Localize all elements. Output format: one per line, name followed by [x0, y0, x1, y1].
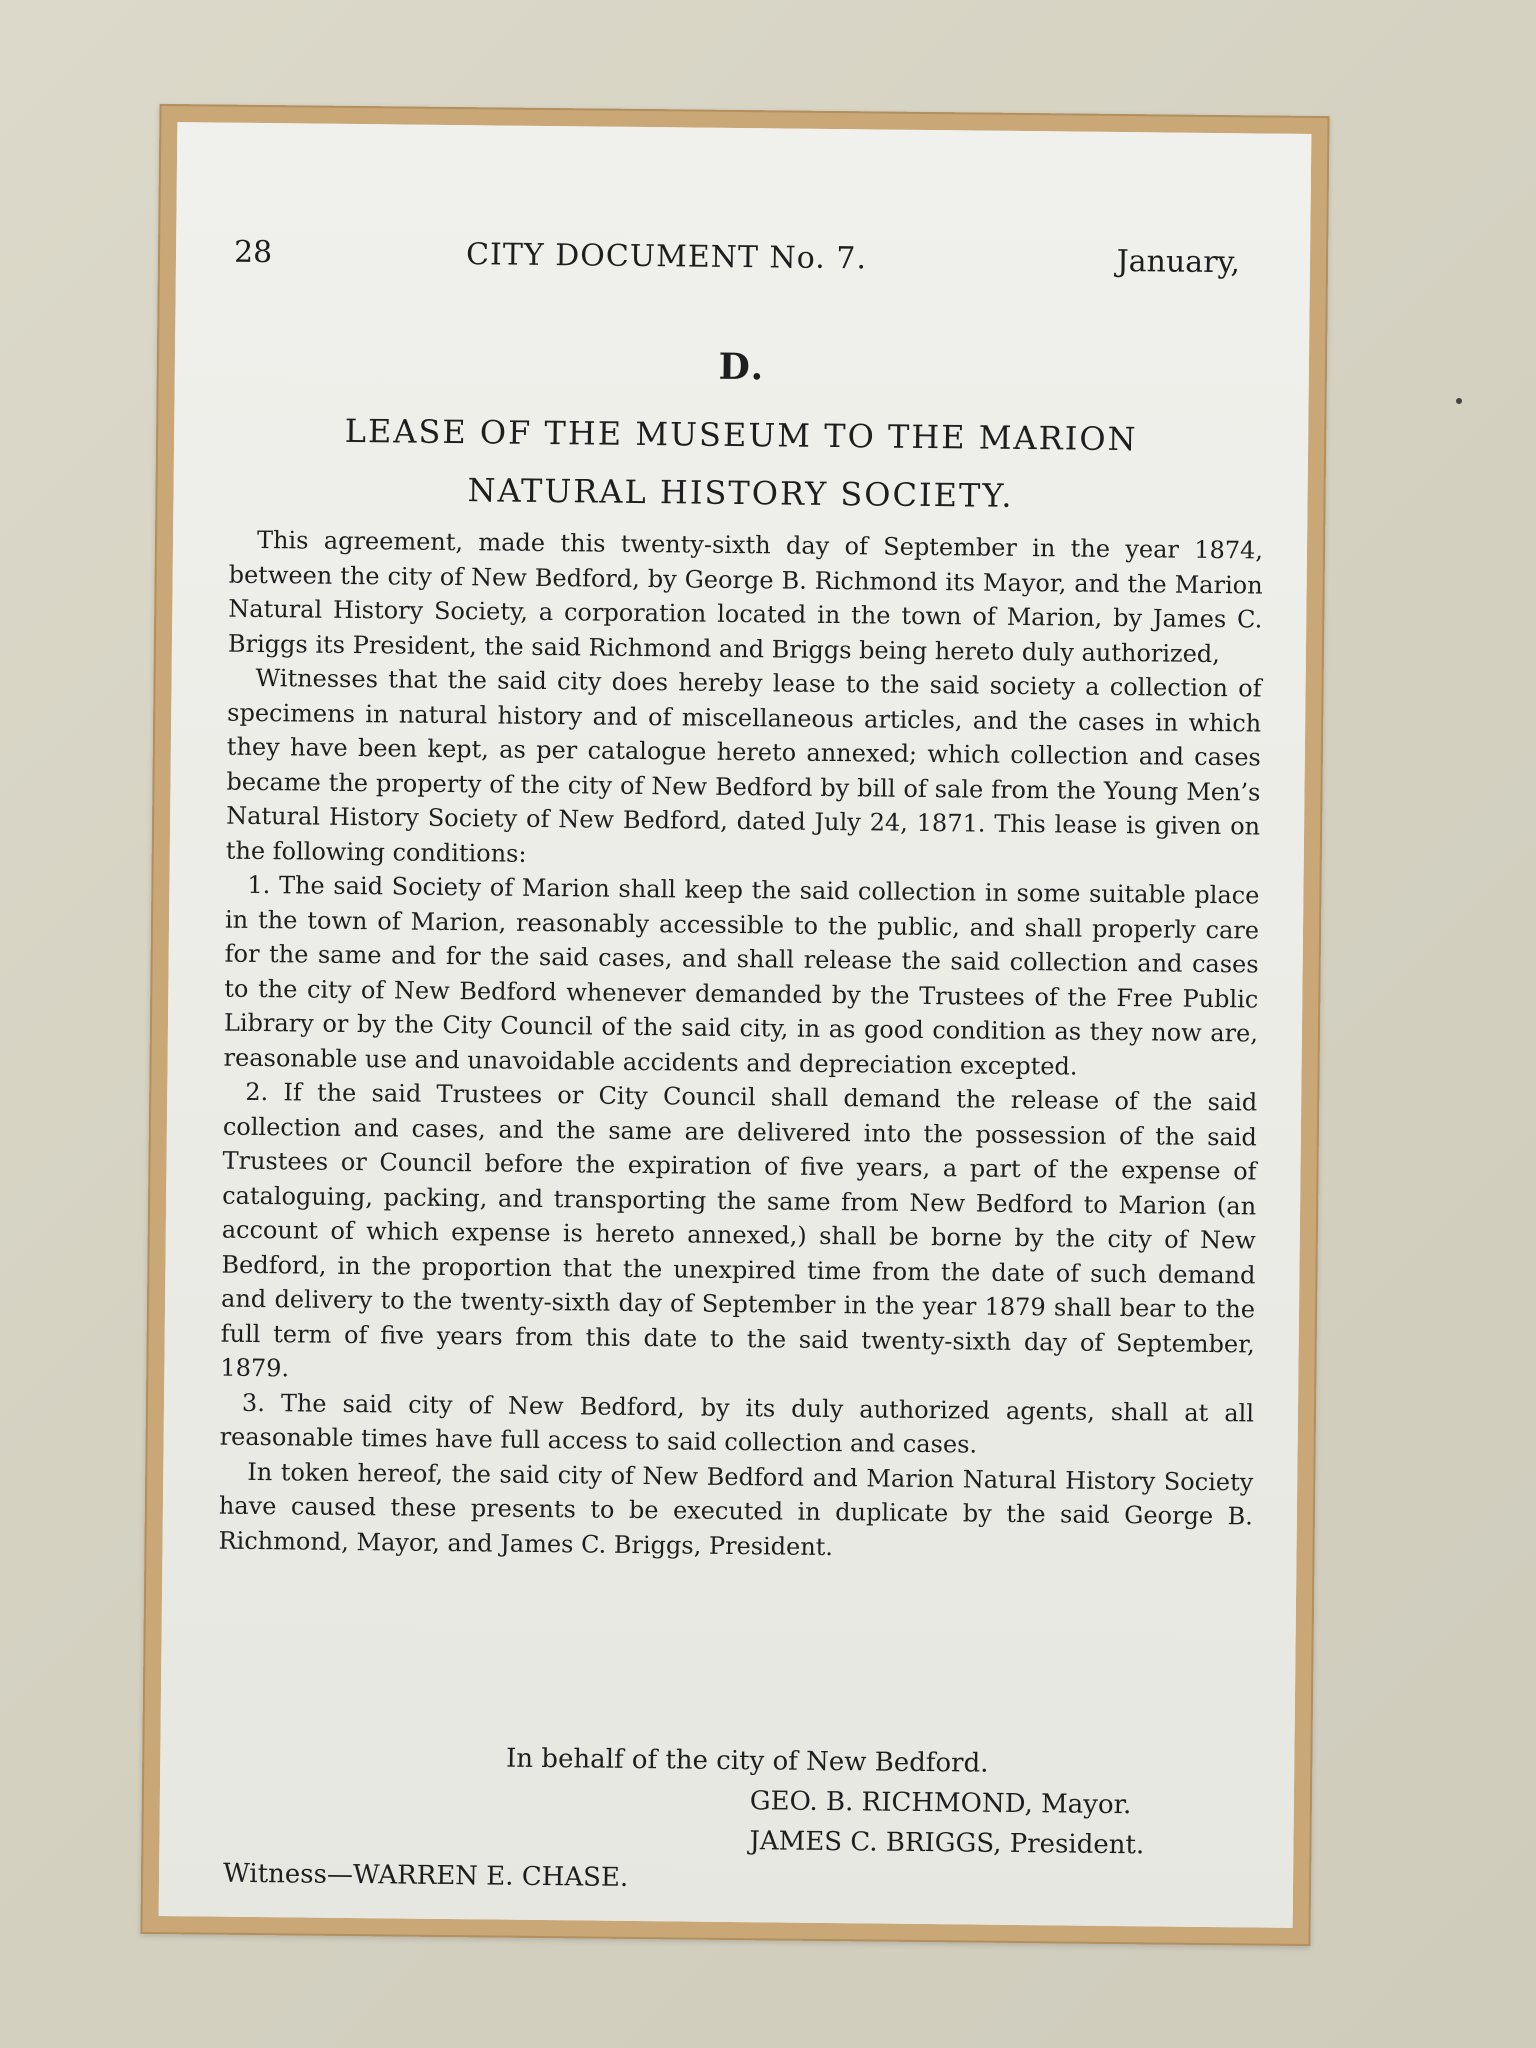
president-signature: JAMES C. BRIGGS, President.	[749, 1826, 1145, 1861]
running-header	[176, 234, 1310, 290]
section-letter: D.	[718, 345, 766, 389]
paragraph-witnesses: Witnesses that the said city does hereby lease to the said society a collection of specimens in natural history and of miscellaneous articles, and the cases in which they have been kept, as per catalogue hereto annexed; which collection and cases became the property of the city of New Bedford by bill of sale from the Young Men’s Natural History Society of New Bedford, dated July 24, 1871. This lease is given on the following conditions:	[225, 663, 1262, 868]
condition-3: 3. The said city of New Bedford, by its duly authorized agents, shall at all reasonable times have full access to said collection and cases.	[219, 1388, 1255, 1459]
lease-text	[218, 523, 1263, 1569]
document-page	[159, 122, 1312, 1928]
behalf-line: In behalf of the city of New Bedford.	[505, 1743, 989, 1779]
running-head-title: CITY DOCUMENT No. 7.	[465, 237, 868, 277]
paragraph-agreement: This agreement, made this twenty-sixth day of September in the year 1874, between the city of New Bedford, by George B. Richmond its Mayor, and the Marion Natural History Society, a corporation located in the town of Marion, by James C. Briggs its President, the said Richmond and Briggs being hereto duly authorized,	[227, 525, 1264, 668]
mayor-signature: GEO. B. RICHMOND, Mayor.	[749, 1786, 1132, 1821]
title-line-1: LEASE OF THE MUSEUM TO THE MARION	[344, 411, 1138, 459]
paragraph-token: In token hereof, the said city of New Bedford and Marion Natural History Society have caused these presents to be executed in duplicate by the said George B. Richmond, Mayor, and James C. Briggs, President.	[218, 1457, 1254, 1561]
witness-line: Witness—WARREN E. CHASE.	[222, 1858, 629, 1893]
document-title	[213, 401, 1268, 528]
title-line-2: NATURAL HISTORY SOCIETY.	[467, 471, 1014, 515]
condition-2: 2. If the said Trustees or City Council shall demand the release of the said collection and cases, and the same are delivered into the possession of the said Trustees or Council before the expiration of five years, a part of the expense of cataloguing, packing, and transporting the same from New Bedford to Marion (an account of which expense is hereto annexed,) shall be borne by the city of New Bedford, in the proportion that the unexpired time from the date of such demand and delivery to the twenty-sixth day of September in the year 1879 shall bear to the full term of five years from this date to the said twenty-sixth day of September, 1879.	[220, 1077, 1258, 1383]
mat-speck	[1456, 398, 1462, 404]
condition-1: 1. The said Society of Marion shall keep the said collection in some suitable place in the town of Marion, reasonably accessible to the public, and shall properly care for the same and for the said cases, and shall release the said collection and cases to the city of New Bedford whenever demanded by the Trustees of the Free Public Library or by the City Council of the said city, in as good condition as they now are, reasonable use and unavoidable accidents and depreciation excepted.	[223, 870, 1260, 1081]
running-head-month: January,	[1116, 243, 1241, 281]
page-number: 28	[233, 234, 273, 271]
